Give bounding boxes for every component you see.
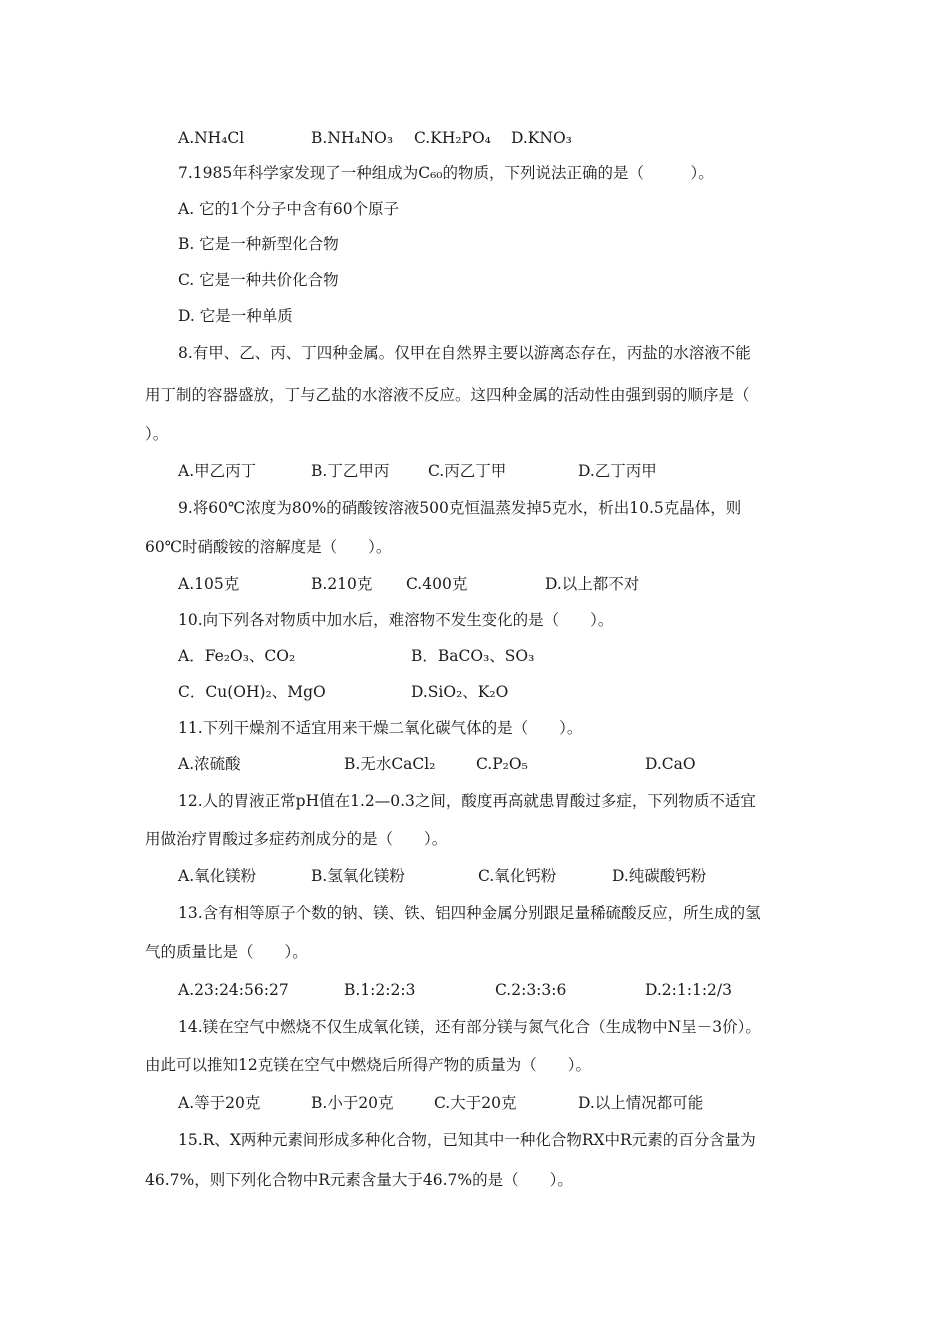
q7-option-a: A. 它的1个分子中含有60个原子 bbox=[178, 200, 400, 218]
q9-stem-line2: 60℃时硝酸铵的溶解度是（ ）。 bbox=[145, 538, 392, 556]
q12-option-d: D.纯碳酸钙粉 bbox=[612, 867, 707, 885]
q10-option-b: B．BaCO₃、SO₃ bbox=[411, 647, 535, 665]
q12-stem-line2: 用做治疗胃酸过多症药剂成分的是（ ）。 bbox=[145, 830, 448, 848]
q13-option-a: A.23:24:56:27 bbox=[178, 981, 289, 999]
q9-option-c: C.400克 bbox=[406, 575, 468, 593]
q13-option-b: B.1:2:2:3 bbox=[344, 981, 416, 999]
q6-option-d: D.KNO₃ bbox=[511, 129, 572, 147]
q7-option-c: C. 它是一种共价化合物 bbox=[178, 271, 339, 289]
q6-option-c: C.KH₂PO₄ bbox=[414, 129, 491, 147]
q13-stem-line2: 气的质量比是（ ）。 bbox=[145, 943, 308, 961]
q8-stem-line1: 8.有甲、乙、丙、丁四种金属。仅甲在自然界主要以游离态存在，丙盐的水溶液不能 bbox=[178, 344, 751, 362]
q11-option-a: A.浓硫酸 bbox=[178, 755, 241, 773]
q7-option-b: B. 它是一种新型化合物 bbox=[178, 235, 339, 253]
q14-option-a: A.等于20克 bbox=[178, 1094, 261, 1112]
q8-stem-line3: ）。 bbox=[145, 425, 169, 443]
q14-option-c: C.大于20克 bbox=[434, 1094, 517, 1112]
q12-option-a: A.氧化镁粉 bbox=[178, 867, 257, 885]
q15-stem-line2: 46.7%，则下列化合物中R元素含量大于46.7%的是（ ）。 bbox=[145, 1171, 573, 1189]
q14-stem-line2: 由此可以推知12克镁在空气中燃烧后所得产物的质量为（ ）。 bbox=[145, 1056, 591, 1074]
q12-option-b: B.氢氧化镁粉 bbox=[311, 867, 405, 885]
q7-option-d: D. 它是一种单质 bbox=[178, 307, 293, 325]
q12-option-c: C.氧化钙粉 bbox=[478, 867, 557, 885]
q9-option-a: A.105克 bbox=[178, 575, 240, 593]
q6-option-b: B.NH₄NO₃ bbox=[311, 129, 394, 147]
q11-stem: 11.下列干燥剂不适宜用来干燥二氧化碳气体的是（ ）。 bbox=[178, 719, 583, 737]
q10-stem: 10.向下列各对物质中加水后，难溶物不发生变化的是（ ）。 bbox=[178, 611, 614, 629]
q15-stem-line1: 15.R、X两种元素间形成多种化合物，已知其中一种化合物RX中R元素的百分含量为 bbox=[178, 1131, 756, 1149]
q13-stem-line1: 13.含有相等原子个数的钠、镁、铁、铝四种金属分别跟足量稀硫酸反应，所生成的氢 bbox=[178, 904, 761, 922]
q13-option-c: C.2:3:3:6 bbox=[495, 981, 567, 999]
q6-option-a: A.NH₄Cl bbox=[178, 129, 245, 147]
q7-stem: 7.1985年科学家发现了一种组成为C₆₀的物质，下列说法正确的是（ ）。 bbox=[178, 164, 714, 182]
q10-option-a: A．Fe₂O₃、CO₂ bbox=[178, 647, 296, 665]
q8-option-d: D.乙丁丙甲 bbox=[578, 462, 657, 480]
q9-option-d: D.以上都不对 bbox=[545, 575, 640, 593]
q9-option-b: B.210克 bbox=[311, 575, 373, 593]
q14-stem-line1: 14.镁在空气中燃烧不仅生成氧化镁，还有部分镁与氮气化合（生成物中N呈－3价）。 bbox=[178, 1018, 761, 1036]
q13-option-d: D.2:1:1:2/3 bbox=[645, 981, 732, 999]
q8-option-a: A.甲乙丙丁 bbox=[178, 462, 257, 480]
q11-option-c: C.P₂O₅ bbox=[476, 755, 528, 773]
q14-option-d: D.以上情况都可能 bbox=[578, 1094, 704, 1112]
q8-option-b: B.丁乙甲丙 bbox=[311, 462, 390, 480]
q11-option-b: B.无水CaCl₂ bbox=[344, 755, 436, 773]
q14-option-b: B.小于20克 bbox=[311, 1094, 394, 1112]
q10-option-d: D.SiO₂、K₂O bbox=[411, 683, 509, 701]
q9-stem-line1: 9.将60℃浓度为80%的硝酸铵溶液500克恒温蒸发掉5克水，析出10.5克晶体，则 bbox=[178, 499, 742, 517]
q11-option-d: D.CaO bbox=[645, 755, 696, 773]
q8-option-c: C.丙乙丁甲 bbox=[428, 462, 507, 480]
q12-stem-line1: 12.人的胃液正常pH值在1.2—0.3之间，酸度再高就患胃酸过多症，下列物质不适宜 bbox=[178, 792, 756, 810]
q8-stem-line2: 用丁制的容器盛放，丁与乙盐的水溶液不反应。这四种金属的活动性由强到弱的顺序是（ bbox=[145, 386, 750, 404]
q10-option-c: C．Cu(OH)₂、MgO bbox=[178, 683, 326, 701]
